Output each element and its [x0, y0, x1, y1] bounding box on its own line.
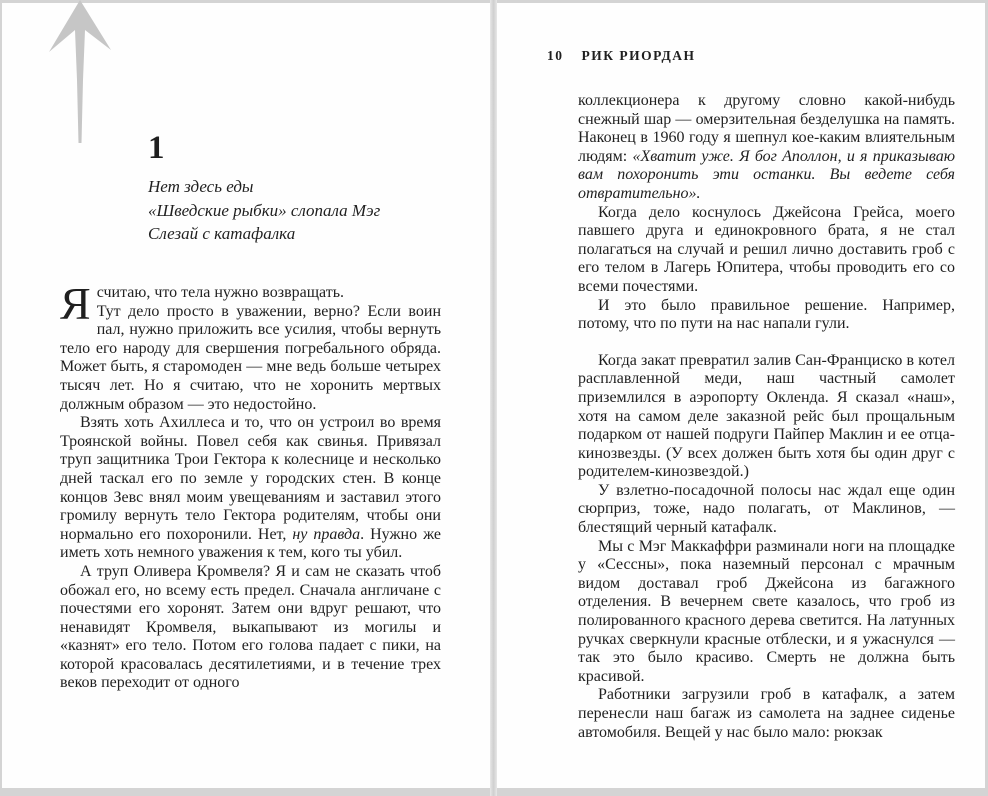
paragraph — [578, 482, 955, 538]
paragraph — [578, 538, 955, 687]
text-segment: Взять хоть Ахиллеса и то, что он устроил во время Троянской войны. Повел себя как свинья. Привязал труп защитника Трои Гектора к колеснице и несколько дней таскал его по земле у городских стен. В конце концов Зевс внял моим увещеваниям и заставил этого громилу вернуть тело Гектора родителям, чтобы они нормально его похоронили. Нет, — [60, 414, 441, 543]
paragraph — [578, 297, 955, 334]
paragraph — [60, 563, 441, 693]
paragraph — [578, 686, 955, 742]
right-page — [497, 3, 985, 788]
text-segment: Когда закат превратил залив Сан-Франциско в котел расплавленной меди, наш частный самолет приземлился в аэропорту Окленда. Я сказал «наш», хотя на самом деле заказной рейс был прощальным подарком от нашей подруги Пайпер Маклин и ее отца-кинозвезды. (У всех должен быть хотя бы один друг с родителем-кинозвездой.) — [578, 351, 955, 481]
text-segment: Мы с Мэг Маккаффри разминали ноги на площадке у «Сессны», пока наземный персонал с мрачным видом доставал гроб Джейсона из багажного отделения. В вечернем свете казалось, что гроб из полированного красного дерева светится. На латунных ручках сверкнули красные отблески, и я ужаснулся — так это было красиво. Смерть не должна быть красивой. — [578, 537, 955, 685]
left-page-text — [60, 278, 442, 693]
text-segment: Работники загрузили гроб в катафалк, а затем перенесли наш багаж из самолета на заднее сиденье автомобиля. Вещей у нас было мало: рюкзак — [578, 686, 955, 741]
left-page-paragraphs — [60, 414, 441, 693]
page-number: 10 — [547, 48, 564, 63]
text-segment: А труп Оливера Кромвеля? Я и сам не сказать чтоб обожал его, но всему есть предел. Сначала англичане с почестями его хоронят. Затем они вдруг решают, что ненавидят Кромвеля, выкапывают из могилы и «казнят» его тело. Потом его голова падает с пики, на которой красовалась десятилетиями, и в течение трех веков переходит от одного — [60, 562, 441, 692]
opening-paragraph — [60, 278, 441, 414]
opening-continuation: Тут дело просто в уважении, верно? Если воин пал, нужно приложить все усилия, чтобы вернуть тело его народу для свершения погребального обряда. Может быть, я старомоден — мне ведь больше четырех тысяч лет. Но я считаю, что не хоронить мертвых должным образом — это недостойно. — [60, 302, 441, 413]
drop-cap: Я — [60, 278, 91, 329]
text-segment: Когда дело коснулось Джейсона Грейса, моего павшего друга и единокровного брата, я не стал полагаться на случай и решил лично доставить гроб с его телом в Лагерь Юпитера, чтобы проводить его со всеми почестями. — [578, 203, 955, 295]
up-arrow-icon — [45, 0, 115, 150]
text-segment: И это было правильное решение. Например, потому, что по пути на нас напали гули. — [578, 296, 955, 333]
up-arrow-ornament — [45, 0, 115, 150]
epigraph-line: Нет здесь еды — [148, 177, 254, 196]
text-segment: коллекционера к другому словно какой-нибудь снежный шар — омерзительная безделушка на память. Наконец в 1960 году я шепнул кое-каким влиятельным людям: — [578, 92, 955, 165]
running-header — [547, 48, 696, 64]
italic-text-segment: «Хватит уже. Я бог Аполлон, и я приказываю вам похоронить эти останки. Вы ведете себя отвратительно». — [578, 147, 956, 202]
page-gutter — [490, 0, 497, 796]
right-page-text — [578, 92, 955, 742]
paragraph — [578, 204, 955, 297]
paragraph — [578, 92, 955, 204]
running-title: РИК РИОРДАН — [581, 48, 696, 63]
chapter-epigraph — [148, 175, 380, 246]
epigraph-line: «Шведские рыбки» слопала Мэг — [148, 200, 381, 220]
epigraph-line: Слезай с катафалка — [148, 224, 296, 243]
chapter-number: 1 — [148, 130, 165, 166]
paragraph — [60, 414, 441, 563]
italic-text-segment: ну правда — [292, 525, 361, 543]
opening-first-line: считаю, что тела нужно возвращать. — [96, 284, 345, 301]
paragraph — [578, 352, 955, 482]
text-segment: . Нужно же иметь хоть немного уважения к тем, кого ты убил. — [60, 525, 442, 562]
text-segment: У взлетно-посадочной полосы нас ждал еще один сюрприз, тоже, надо полагать, от Маклинов, — блестящий черный катафалк. — [578, 481, 955, 537]
